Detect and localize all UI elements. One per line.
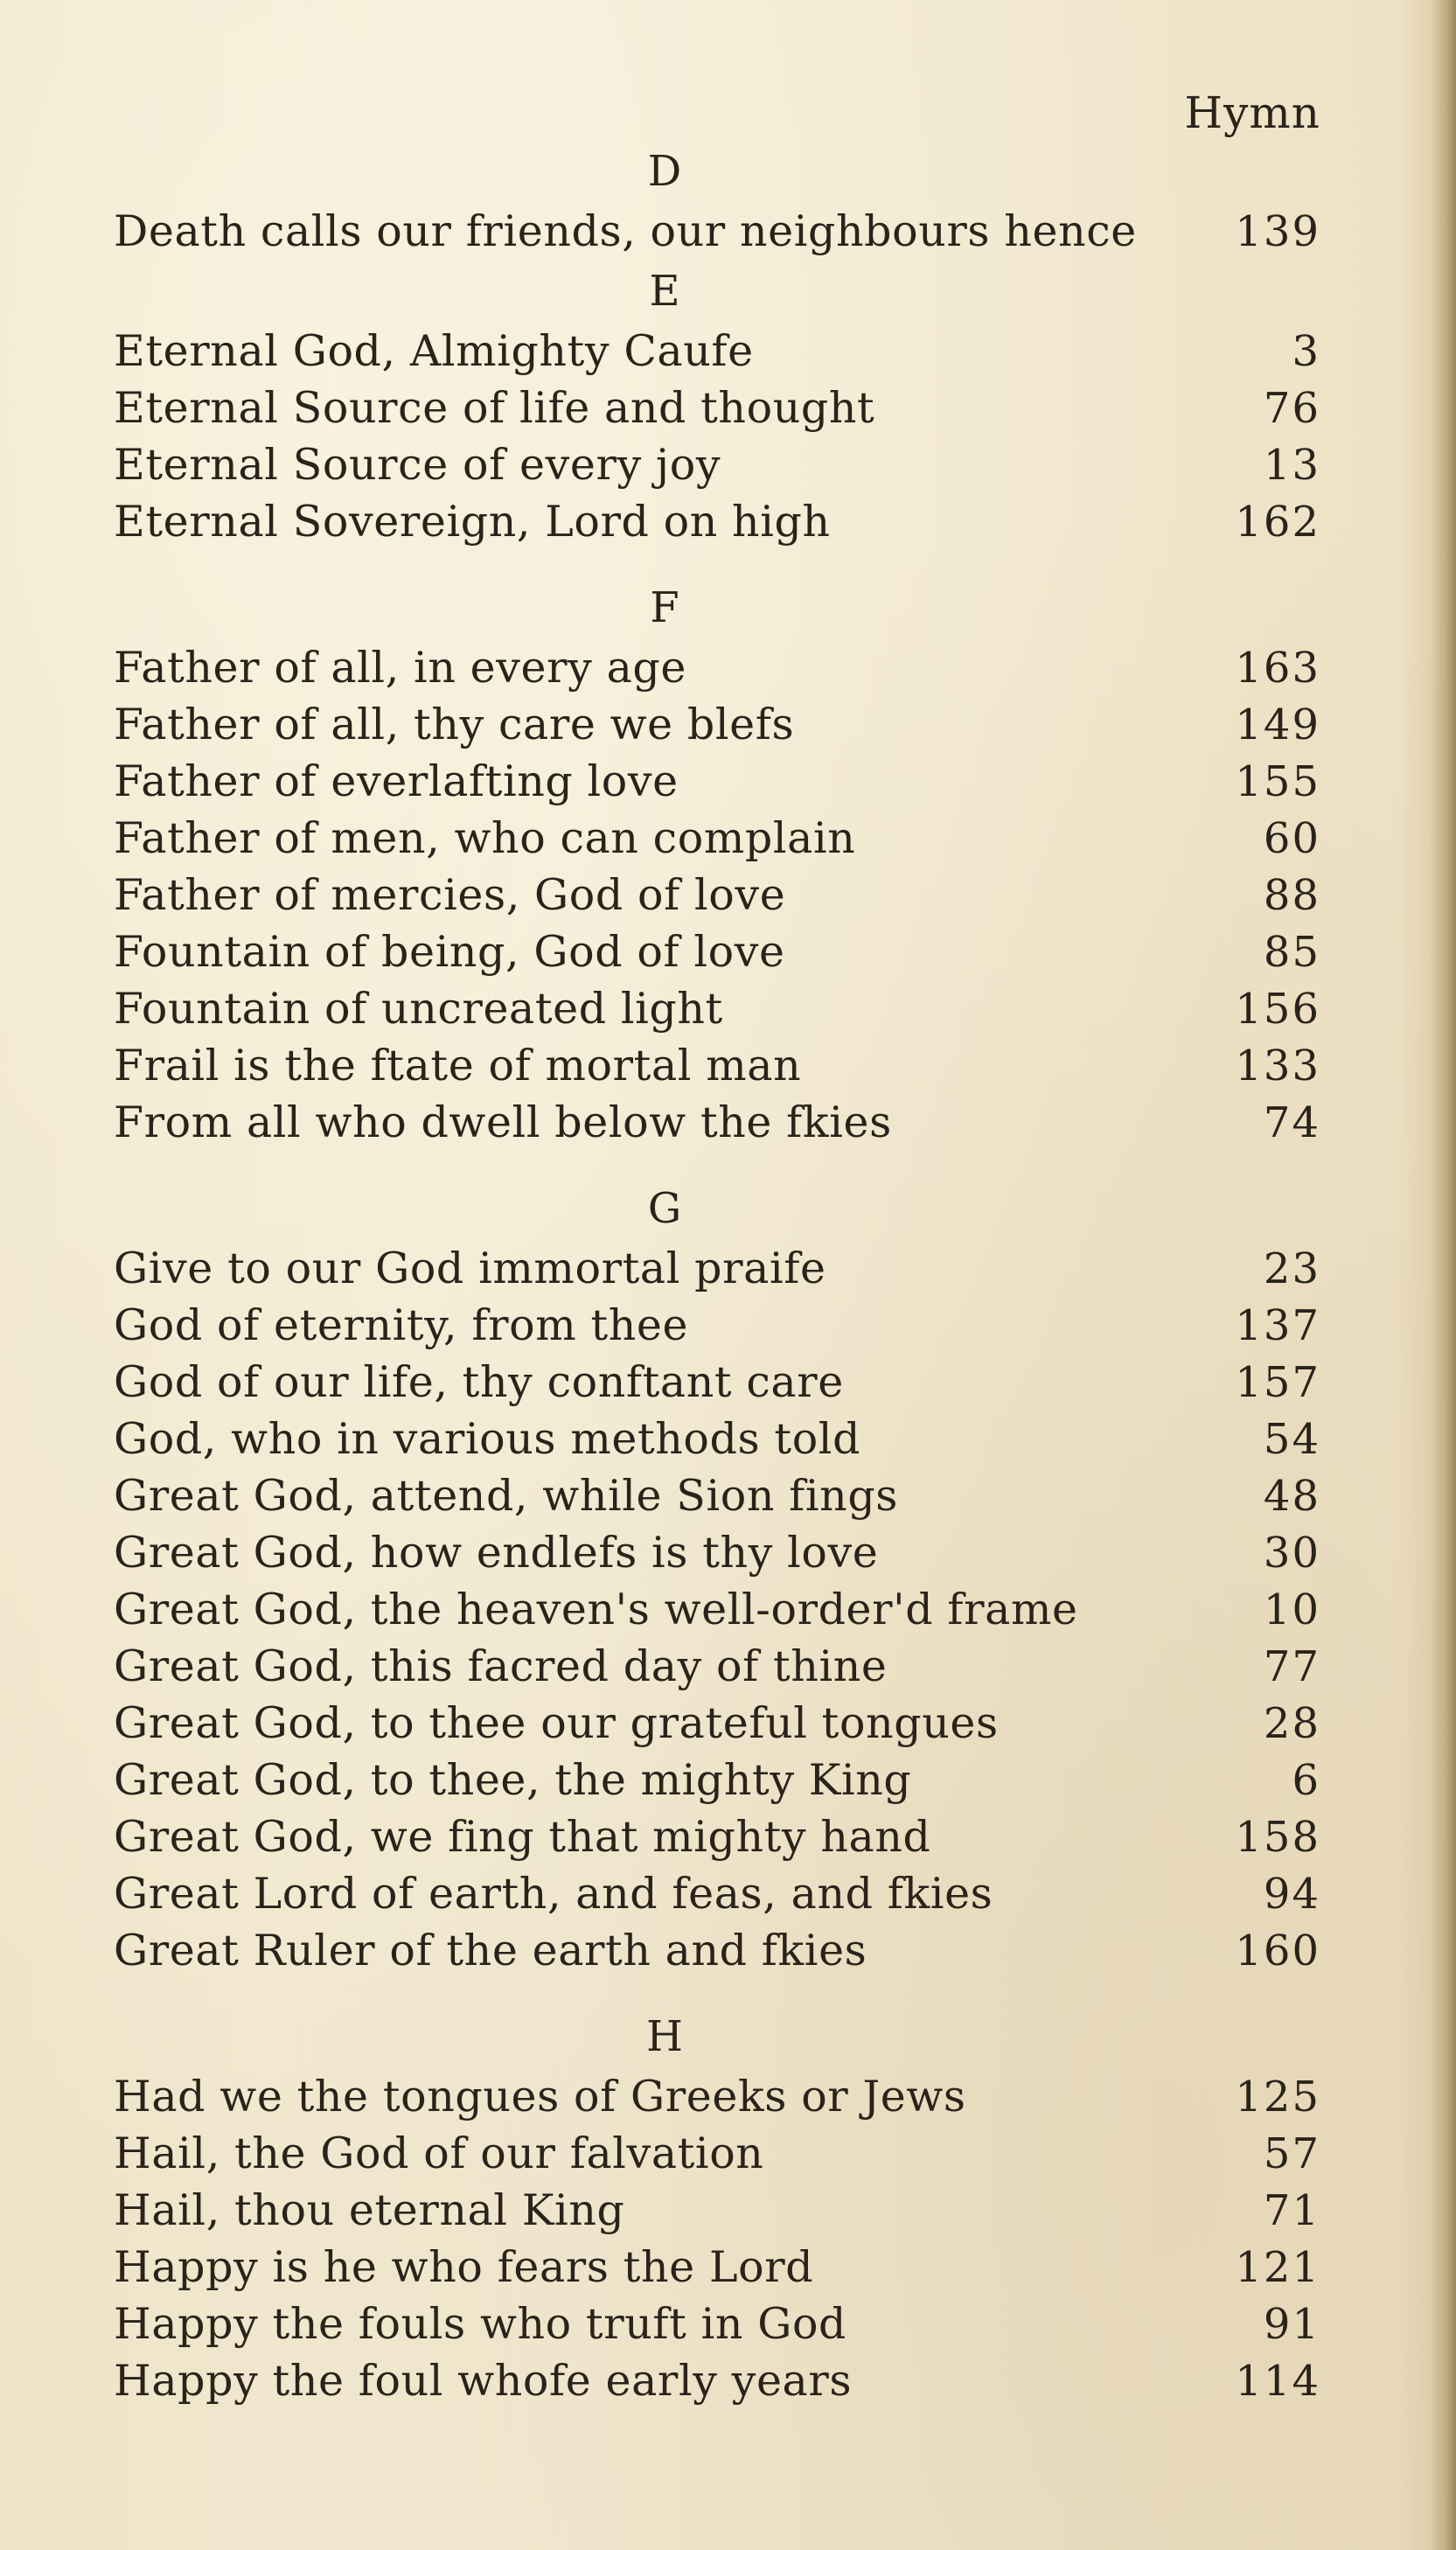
first-line: Happy the fouls who truft in God: [114, 2299, 847, 2349]
hymn-number: 156: [1235, 985, 1320, 1034]
hymn-number: 163: [1235, 644, 1320, 693]
index-entry: [114, 1865, 1320, 1922]
first-line: Great Lord of earth, and feas, and fkies: [114, 1869, 993, 1919]
first-line: Great Ruler of the earth and fkies: [114, 1926, 867, 1975]
index-entry: [114, 1037, 1320, 1094]
section-g: [114, 1177, 1320, 1979]
section-letter: E: [649, 267, 680, 316]
index-entry: [114, 203, 1320, 260]
first-line: God of our life, thy conftant care: [114, 1357, 844, 1407]
index-entry: [114, 639, 1320, 696]
first-line: Father of all, in every age: [114, 643, 686, 693]
hymn-number: 6: [1292, 1756, 1320, 1805]
hymn-number: 28: [1263, 1699, 1320, 1748]
first-line: Happy is he who fears the Lord: [114, 2242, 814, 2292]
section-letter: D: [647, 147, 682, 196]
first-line: Fountain of being, God of love: [114, 927, 785, 977]
running-head: Hymn: [1184, 87, 1320, 138]
index-entry: [114, 1354, 1320, 1411]
index-entry: [114, 1752, 1320, 1808]
first-line: Father of all, thy care we blefs: [114, 700, 795, 749]
hymn-number: 133: [1235, 1042, 1320, 1090]
index-entry: [114, 436, 1320, 493]
hymn-number: 137: [1235, 1301, 1320, 1350]
index-entry: [114, 980, 1320, 1037]
hymn-number: 77: [1263, 1642, 1320, 1691]
first-line: God, who in various methods told: [114, 1414, 861, 1464]
first-line: Great God, to thee our grateful tongues: [114, 1698, 999, 1748]
hymn-number: 114: [1235, 2357, 1320, 2406]
section-h: [114, 2005, 1320, 2409]
first-line: Great God, to thee, the mighty King: [114, 1755, 912, 1805]
index-entry: [114, 810, 1320, 867]
first-line: Father of everlafting love: [114, 756, 679, 806]
index-entry: [114, 867, 1320, 923]
index-entry: [114, 2068, 1320, 2125]
first-line: Hail, the God of our falvation: [114, 2128, 764, 2178]
index-entry: [114, 1467, 1320, 1524]
hymn-number: 3: [1292, 327, 1320, 376]
section-d: [114, 140, 1320, 260]
index-entry: [114, 1581, 1320, 1638]
first-line: Eternal Source of every joy: [114, 440, 721, 490]
section-gap: [114, 1151, 1320, 1177]
section-gap: [114, 550, 1320, 576]
hymn-number: 157: [1235, 1358, 1320, 1407]
first-line: Great God, we fing that mighty hand: [114, 1812, 931, 1862]
section-f: [114, 576, 1320, 1151]
hymn-number: 13: [1263, 441, 1320, 490]
first-line: Father of men, who can complain: [114, 813, 856, 863]
hymn-number: 71: [1263, 2186, 1320, 2235]
index-entry: [114, 2239, 1320, 2296]
page-edge-shadow: [1430, 0, 1456, 2550]
first-line: Eternal Source of life and thought: [114, 383, 875, 433]
index-entry: [114, 1695, 1320, 1752]
hymn-number: 85: [1263, 928, 1320, 977]
index-entry: [114, 1297, 1320, 1354]
first-line: Frail is the ftate of mortal man: [114, 1041, 802, 1090]
first-line: Fountain of uncreated light: [114, 984, 723, 1034]
index-entry: [114, 2352, 1320, 2409]
section-letter: G: [647, 1184, 682, 1233]
hymn-number: 23: [1263, 1244, 1320, 1293]
first-line: Eternal Sovereign, Lord on high: [114, 497, 831, 547]
hymn-number: 57: [1263, 2129, 1320, 2178]
hymn-number: 74: [1263, 1098, 1320, 1147]
hymn-number: 60: [1263, 814, 1320, 863]
index-entry: [114, 923, 1320, 980]
hymn-number: 48: [1263, 1472, 1320, 1521]
index-entry: [114, 493, 1320, 550]
first-line: Father of mercies, God of love: [114, 870, 786, 920]
first-line: Great God, attend, while Sion fings: [114, 1471, 899, 1521]
hymn-number: 88: [1263, 871, 1320, 920]
hymn-number: 30: [1263, 1529, 1320, 1578]
index-entry: [114, 323, 1320, 380]
hymn-number: 139: [1235, 207, 1320, 256]
index-entry: [114, 2296, 1320, 2352]
index-entry: [114, 1808, 1320, 1865]
first-line: Give to our God immortal praife: [114, 1244, 826, 1293]
section-letter: H: [646, 2012, 683, 2061]
first-line: Hail, thou eternal King: [114, 2185, 625, 2235]
index-entry: [114, 380, 1320, 436]
first-line: Had we the tongues of Greeks or Jews: [114, 2072, 966, 2122]
index-entry: [114, 1240, 1320, 1297]
hymn-number: 76: [1263, 384, 1320, 433]
index-entry: [114, 753, 1320, 810]
hymn-number: 10: [1263, 1585, 1320, 1634]
index-entry: [114, 2182, 1320, 2239]
index-entry: [114, 1411, 1320, 1467]
hymn-number: 121: [1235, 2243, 1320, 2292]
first-line: Eternal God, Almighty Caufe: [114, 326, 754, 376]
hymn-number: 54: [1263, 1415, 1320, 1464]
index-entry: [114, 696, 1320, 753]
index-entry: [114, 2125, 1320, 2182]
first-line: Death calls our friends, our neighbours hence: [114, 206, 1137, 256]
first-line: From all who dwell below the fkies: [114, 1097, 892, 1147]
index-entry: [114, 1638, 1320, 1695]
index-entry: [114, 1094, 1320, 1151]
hymn-number: 155: [1235, 757, 1320, 806]
hymn-number: 91: [1263, 2300, 1320, 2349]
first-line: Great God, the heaven's well-order'd frame: [114, 1585, 1078, 1634]
hymn-number: 162: [1235, 498, 1320, 547]
hymn-index: [114, 140, 1320, 2409]
first-line: God of eternity, from thee: [114, 1300, 689, 1350]
index-entry: [114, 1524, 1320, 1581]
hymn-number: 94: [1263, 1870, 1320, 1919]
hymn-number: 160: [1235, 1926, 1320, 1975]
hymn-number: 125: [1235, 2073, 1320, 2122]
hymn-number: 158: [1235, 1813, 1320, 1862]
section-letter: F: [650, 583, 679, 632]
hymn-number: 149: [1235, 700, 1320, 749]
first-line: Great God, how endlefs is thy love: [114, 1528, 879, 1578]
section-gap: [114, 1979, 1320, 2005]
first-line: Great God, this facred day of thine: [114, 1641, 888, 1691]
section-e: [114, 260, 1320, 550]
index-entry: [114, 1922, 1320, 1979]
first-line: Happy the foul whofe early years: [114, 2356, 853, 2406]
